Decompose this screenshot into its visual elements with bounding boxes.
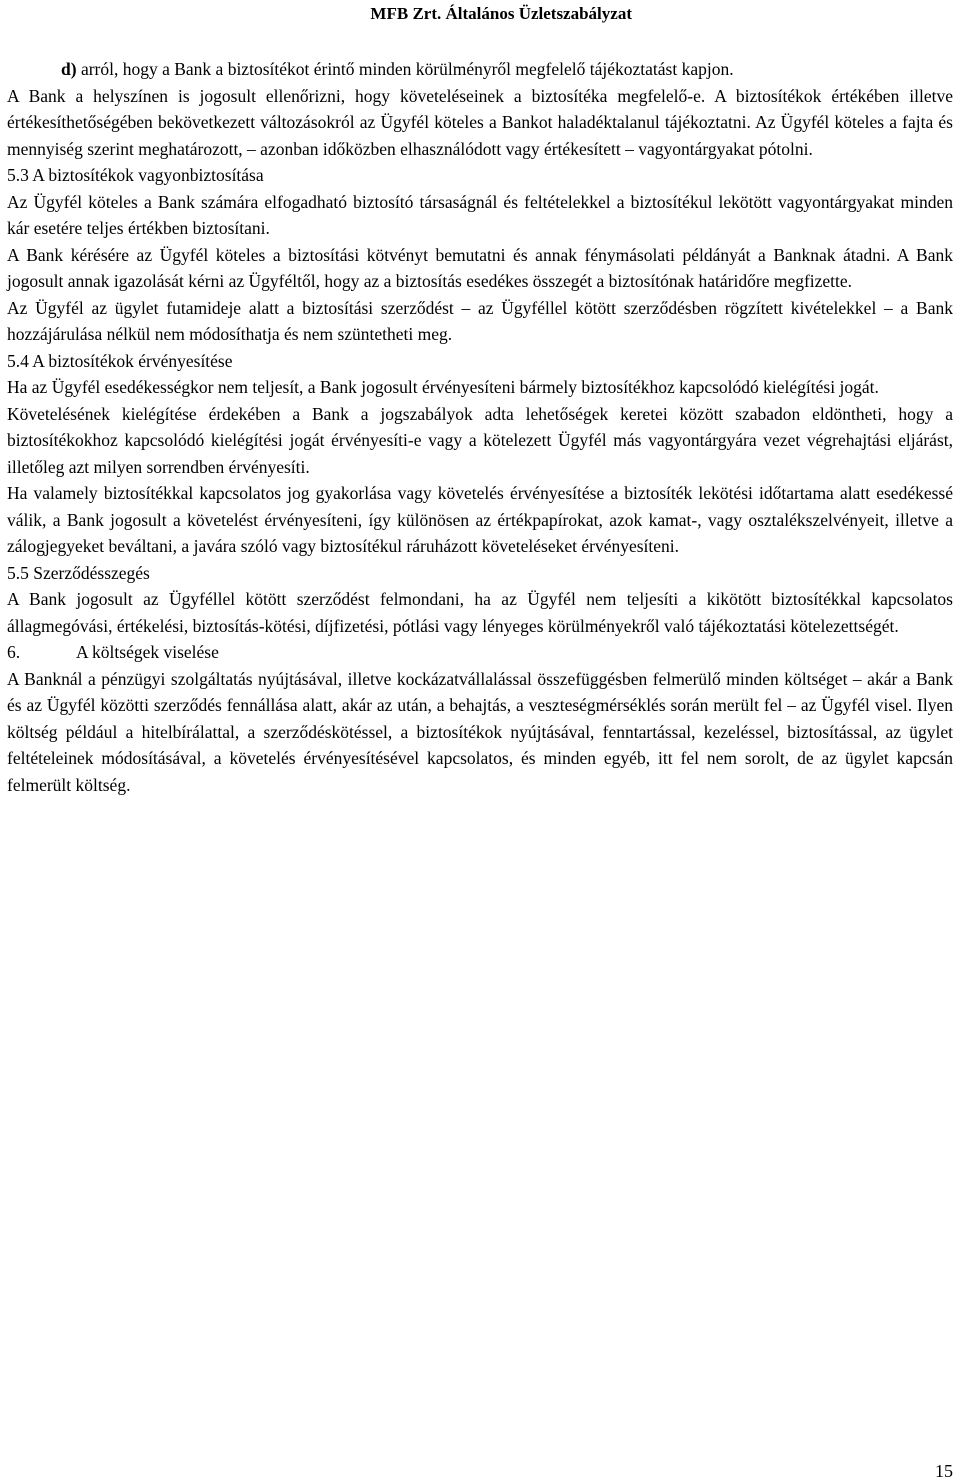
list-item-text: arról, hogy a Bank a biztosítékot érintő minden körülményről megfelelő tájékoztatást kapjon.: [80, 59, 734, 79]
running-header: MFB Zrt. Általános Üzletszabályzat: [370, 4, 632, 23]
section-heading-5-4: 5.4 A biztosítékok érvényesítése: [7, 350, 233, 371]
document-body: [7, 56, 953, 798]
section-heading-6: [7, 639, 953, 666]
section-heading-5-5: 5.5 Szerződésszegés: [7, 562, 150, 583]
page-number: 15: [935, 1461, 953, 1481]
paragraph: A Bank jogosult az Ügyféllel kötött szerződést felmondani, ha az Ügyfél nem teljesíti a kikötött biztosítékkal kapcsolatos állagmegóvási, értékelési, biztosítás-kötési, díjfizetési, pótlási vagy lényeges körülményekről való tájékoztatási kötelezettségét.: [7, 589, 953, 636]
list-item-label: d): [61, 59, 77, 79]
paragraph: Követelésének kielégítése érdekében a Bank a jogszabályok adta lehetőségek keretei között szabadon eldöntheti, hogy a biztosítékokhoz kapcsolódó kielégítési jogát érvényesíti-e vagy a kötelezett Ügyfél más vagyontárgyára vezet végrehajtási eljárást, illetőleg azt milyen sorrendben érvényesíti.: [7, 403, 953, 477]
paragraph: A Banknál a pénzügyi szolgáltatás nyújtásával, illetve kockázatvállalással összefüggésben felmerülő minden költséget – akár a Bank és az Ügyfél közötti szerződés fennállása alatt, akár az után, a behajtás, a veszteségmérséklés során merült fel – az Ügyfél visel. Ilyen költség például a hitelbírálattal, a szerződéskötéssel, a biztosítékok nyújtásával, fenntartással, kezeléssel, biztosítással, az ügylet feltételeinek módosításával, a követelés érvényesítésével kapcsolatos, és minden egyéb, itt fel nem sorolt, de az ügylet kapcsán felmerült költség.: [7, 668, 953, 795]
section-title: A költségek viselése: [76, 642, 219, 662]
paragraph: Az Ügyfél az ügylet futamideje alatt a biztosítási szerződést – az Ügyféllel kötött szerződésben rögzített kivételekkel – a Bank hozzájárulása nélkül nem módosíthatja és nem szüntetheti meg.: [7, 297, 953, 344]
paragraph: A Bank kérésére az Ügyfél köteles a biztosítási kötvényt bemutatni és annak fénymásolati példányát a Banknak átadni. A Bank jogosult annak igazolását kérni az Ügyféltől, hogy az a biztosítás esedékes összegét a biztosítónak határidőre megfizette.: [7, 244, 953, 291]
list-item-d: [7, 56, 953, 83]
paragraph: Ha valamely biztosítékkal kapcsolatos jog gyakorlása vagy követelés érvényesítése a biztosíték lekötési időtartama alatt esedékessé válik, a Bank jogosult a követelést érvényesíteni, így különösen az értékpapírokat, azok kamat-, vagy osztalékszelvényeit, illetve a zálogjegyeket beváltani, a javára szóló vagy biztosítékul ráruházott követeléseket érvényesíteni.: [7, 483, 953, 556]
section-heading-5-3: 5.3 A biztosítékok vagyonbiztosítása: [7, 165, 264, 185]
section-number: 6.: [7, 642, 21, 662]
paragraph: Az Ügyfél köteles a Bank számára elfogadható biztosító társaságnál és feltételekkel a biztosítékul lekötött vagyontárgyakat minden kár esetére teljes értékben biztosítani.: [7, 191, 953, 238]
paragraph: Ha az Ügyfél esedékességkor nem teljesít, a Bank jogosult érvényesíteni bármely biztosítékhoz kapcsolódó kielégítési jogát.: [7, 377, 879, 397]
paragraph-onsite-check: A Bank a helyszínen is jogosult ellenőrizni, hogy követeléseinek a biztosítéka megfelelő-e. A biztosítékok értékében illetve értékesíthetőségében bekövetkezett változásokról az Ügyfél köteles a Bankot haladéktalanul tájékoztatni. Az Ügyfél köteles a fajta és mennyiség szerint meghatározott, – azonban időközben elhasználódott vagy értékesített – vagyontárgyakat pótolni.: [7, 85, 953, 159]
